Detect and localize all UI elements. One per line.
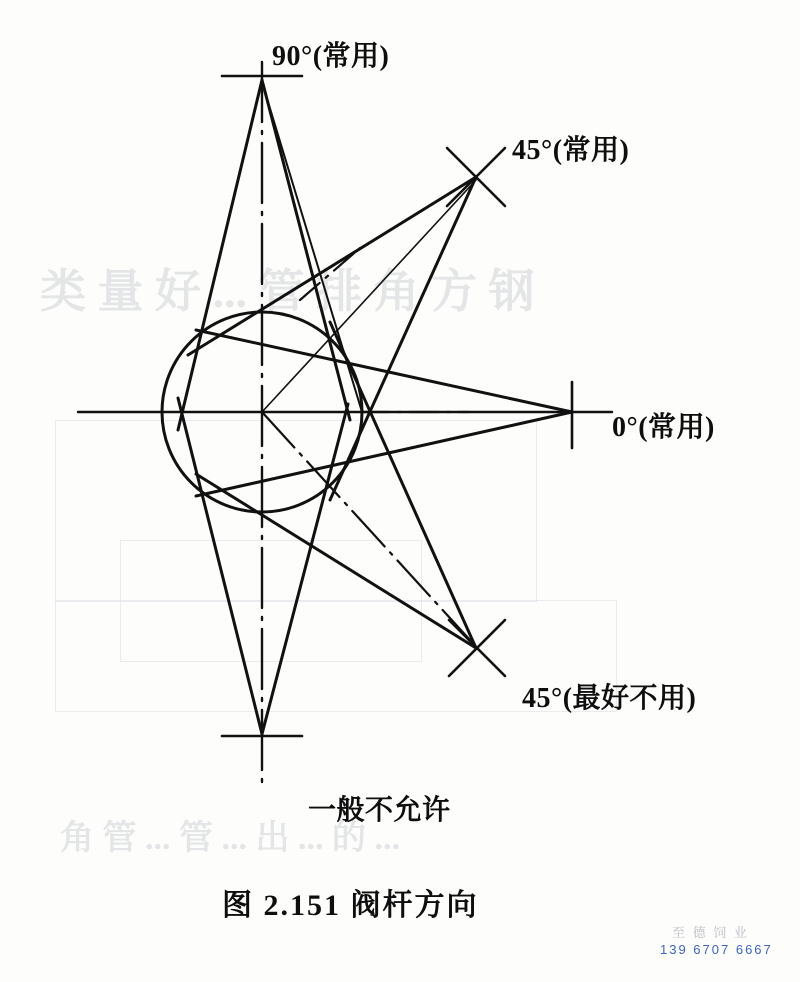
cone-right-lower-edge <box>196 412 572 496</box>
cone-upper-right-axis <box>262 180 476 412</box>
cone-bottom-left-edge <box>178 398 262 734</box>
axis-lower-right-centerline <box>262 412 470 640</box>
cone-top-left-edge <box>178 80 262 430</box>
background-ghost-text-line1: 类 量 好 ... 管 排 角 方 钢 <box>40 266 535 317</box>
watermark-phone: 139 6707 6667 <box>660 942 773 957</box>
cone-right-upper-edge <box>196 330 572 412</box>
cone-upper-right-edge-b <box>330 177 476 500</box>
label-45-deg-upper-right: 45°(常用) <box>512 135 630 166</box>
label-0-deg: 0°(常用) <box>612 412 715 443</box>
cone-top-right-edge <box>262 80 350 420</box>
cone-bottom-right-edge <box>262 404 348 734</box>
cone-lower-right-edge-b <box>330 322 476 648</box>
cone-lower-right-edge-a <box>196 474 476 648</box>
watermark-brand: 至 德 饲 业 <box>672 925 749 940</box>
label-90-deg: 90°(常用) <box>272 41 390 72</box>
background-ghost-text-line2: 角 管 ... 管 ... 出 ... 的 ... <box>60 820 400 857</box>
label-bottom-not-allowed: 一般不允许 <box>308 795 451 826</box>
figure-caption: 图 2.151 阀杆方向 <box>222 889 479 922</box>
label-45-deg-lower-right: 45°(最好不用) <box>522 683 697 714</box>
